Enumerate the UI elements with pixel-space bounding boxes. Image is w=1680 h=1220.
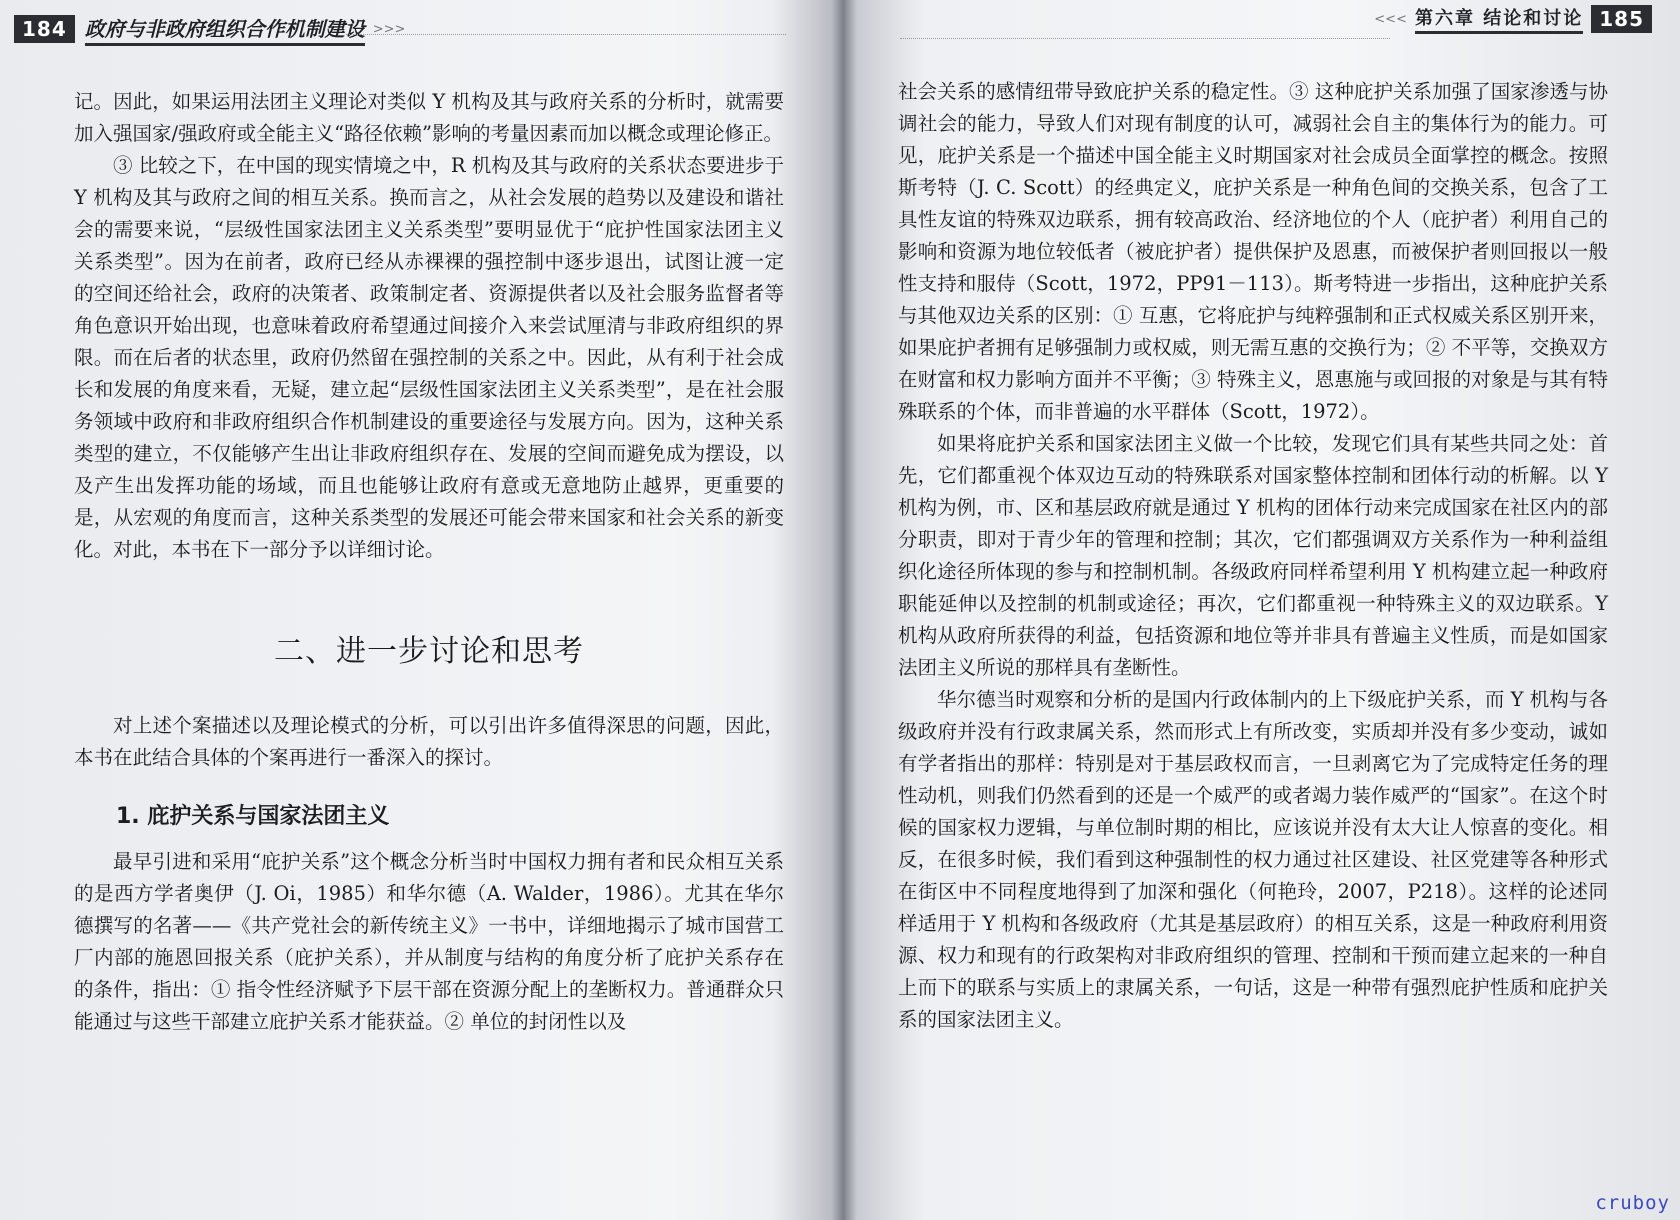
left-page-body (74, 86, 784, 1038)
chapter-title: 第六章 结论和讨论 (1415, 4, 1583, 34)
paragraph: 社会关系的感情纽带导致庇护关系的稳定性。③ 这种庇护关系加强了国家渗透与协调社会的能力，导致人们对现有制度的认可，减弱社会自主的集体行为的能力。可见，庇护关系是一个描述中国全能主义时期国家对社会成员全面掌控的概念。按照斯考特（J. C. Scott）的经典定义，庇护关系是一种角色间的交换关系，包含了工具性友谊的特殊双边联系，拥有较高政治、经济地位的个人（庇护者）利用自己的影响和资源为地位较低者（被庇护者）提供保护及恩惠，而被保护者则回报以一般性支持和服侍（Scott，1972，PP91－113）。斯考特进一步指出，这种庇护关系与其他双边关系的区别：① 互惠，它将庇护与纯粹强制和正式权威关系区别开来，如果庇护者拥有足够强制力或权威，则无需互惠的交换行为；② 不平等，交换双方在财富和权力影响方面并不平衡；③ 特殊主义，恩惠施与或回报的对象是与其有特殊联系的个体，而非普遍的水平群体（Scott，1972）。 (898, 80, 1608, 423)
left-page (0, 0, 838, 1220)
paragraph: 最早引进和采用“庇护关系”这个概念分析当时中国权力拥有者和民众相互关系的是西方学者奥伊（J. Oi，1985）和华尔德（A. Walder，1986）。尤其在华尔德撰写的名著——《共产党社会的新传统主义》一书中，详细地揭示了城市国营工厂内部的施恩回报关系（庇护关系），并从制度与结构的角度分析了庇护关系存在的条件，指出：① 指令性经济赋予下层干部在资源分配上的垄断权力。普通群众只能通过与这些干部建立庇护关系才能获益。② 单位的封闭性以及 (74, 850, 784, 1033)
left-page-header (14, 14, 405, 44)
right-page-header (1366, 4, 1652, 34)
header-arrows-left: >>> (372, 21, 406, 37)
paragraph: ③ 比较之下，在中国的现实情境之中，R 机构及其与政府的关系状态要进步于 Y 机构及其与政府之间的相互关系。换而言之，从社会发展的趋势以及建设和谐社会的需要来说，“层级性国家法团主义关系类型”要明显优于“庇护性国家法团主义关系类型”。因为在前者，政府已经从赤裸裸的强控制中逐步退出，试图让渡一定的空间还给社会，政府的决策者、政策制定者、资源提供者以及社会服务监督者等角色意识开始出现，也意味着政府希望通过间接介入来尝试厘清与非政府组织的界限。而在后者的状态里，政府仍然留在强控制的关系之中。因此，从有利于社会成长和发展的角度来看，无疑，建立起“层级性国家法团主义关系类型”，是在社会服务领域中政府和非政府组织合作机制建设的重要途径与发展方向。因为，这种关系类型的建立，不仅能够产生出让非政府组织存在、发展的空间而避免成为摆设，以及产生出发挥功能的场域，而且也能够让政府有意或无意地防止越界，更重要的是，从宏观的角度而言，这种关系类型的发展还可能会带来国家和社会关系的新变化。对此，本书在下一部分予以详细讨论。 (74, 154, 784, 561)
header-rule-left (346, 34, 786, 35)
header-rule-right (900, 38, 1390, 39)
section-heading: 二、进一步讨论和思考 (274, 634, 584, 669)
right-page (842, 0, 1680, 1220)
paragraph: 对上述个案描述以及理论模式的分析，可以引出许多值得深思的问题，因此，本书在此结合具体的个案再进行一番深入的探讨。 (74, 714, 784, 769)
right-page-body (898, 76, 1608, 1036)
paragraph: 记。因此，如果运用法团主义理论对类似 Y 机构及其与政府关系的分析时，就需要加入强国家/强政府或全能主义“路径依赖”影响的考量因素而加以概念或理论修正。 (74, 90, 784, 145)
page-number-left: 184 (14, 15, 75, 43)
paragraph: 如果将庇护关系和国家法团主义做一个比较，发现它们具有某些共同之处：首先，它们都重视个体双边互动的特殊联系对国家整体控制和团体行动的析解。以 Y 机构为例，市、区和基层政府就是通过 Y 机构的团体行动来完成国家在社区内的部分职责，即对于青少年的管理和控制；其次，它们都强调双方关系作为一种利益组织化途径所体现的参与和控制机制。各级政府同样希望利用 Y 机构建立起一种政府职能延伸以及控制的机制或途径；再次，它们都重视一种特殊主义的双边联系。Y 机构从政府所获得的利益，包括资源和地位等并非具有普遍主义性质，而是如国家法团主义所说的那样具有垄断性。 (898, 432, 1608, 679)
running-title: 政府与非政府组织合作机制建设 (85, 13, 365, 46)
watermark-text: cruboy (1595, 1192, 1670, 1214)
paragraph: 华尔德当时观察和分析的是国内行政体制内的上下级庇护关系，而 Y 机构与各级政府并没有行政隶属关系，然而形式上有所改变，实质却并没有多少变动，诚如有学者指出的那样：特别是对于基层政权而言，一旦剥离它为了完成特定任务的理性动机，则我们仍然看到的还是一个威严的或者竭力装作威严的“国家”。在这个时候的国家权力逻辑，与单位制时期的相比，应该说并没有太大让人惊喜的变化。相反，在很多时候，我们看到这种强制性的权力通过社区建设、社区党建等各种形式在街区中不同程度地得到了加深和强化（何艳玲，2007，P218）。这样的论述同样适用于 Y 机构和各级政府（尤其是基层政府）的相互关系，这是一种政府利用资源、权力和现有的行政架构对非政府组织的管理、控制和干预而建立起来的一种自上而下的联系与实质上的隶属关系，一句话，这是一种带有强烈庇护性质和庇护关系的国家法团主义。 (898, 688, 1608, 1031)
subsection-heading: 1. 庇护关系与国家法团主义 (116, 804, 390, 829)
header-arrows-right: <<< (1374, 11, 1407, 27)
page-number-right: 185 (1591, 5, 1652, 33)
